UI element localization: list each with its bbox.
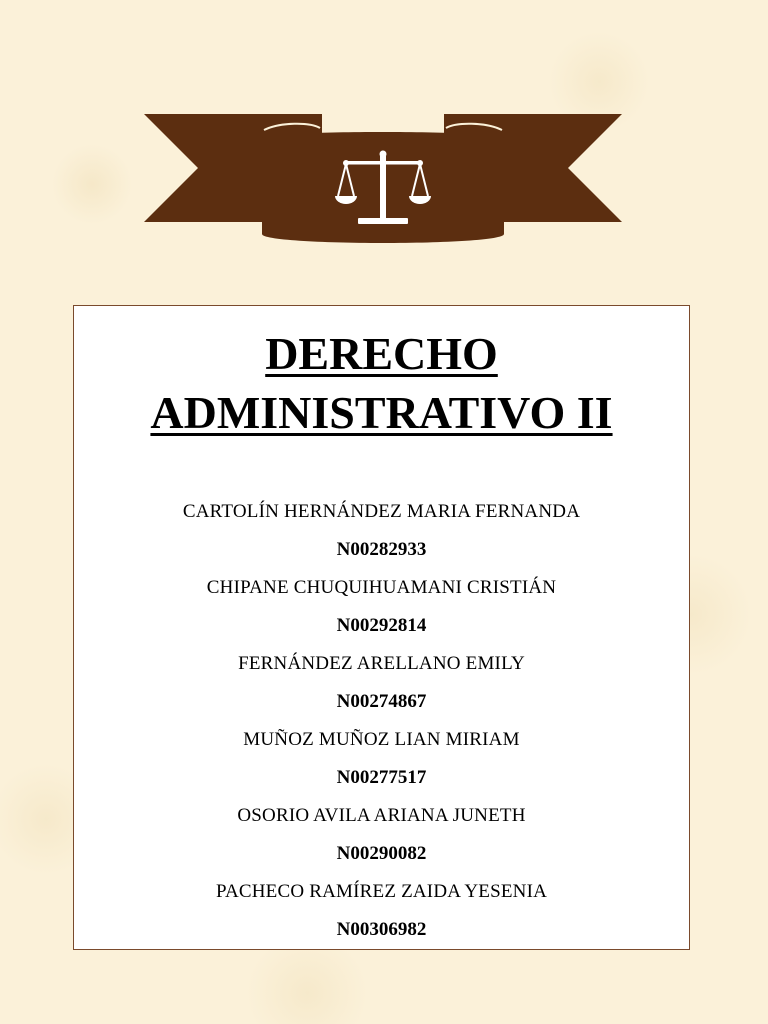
member-id: N00274867: [336, 691, 427, 712]
member-name: FERNÁNDEZ ARELLANO EMILY: [238, 653, 525, 674]
member-id: N00277517: [336, 767, 427, 788]
member-name: CHIPANE CHUQUIHUAMANI CRISTIÁN: [206, 577, 557, 598]
member-id: N00292814: [336, 615, 427, 636]
title-card: [73, 305, 690, 950]
member-name: MUÑOZ MUÑOZ LIAN MIRIAM: [243, 729, 520, 750]
member-name: OSORIO AVILA ARIANA JUNETH: [237, 805, 526, 826]
member-name: PACHECO RAMÍREZ ZAIDA YESENIA: [215, 881, 548, 902]
member-list: [74, 493, 689, 949]
member-id: N00306982: [336, 919, 427, 940]
member-id: N00282933: [336, 539, 427, 560]
header-ribbon-banner: [140, 108, 626, 250]
member-name: CARTOLÍN HERNÁNDEZ MARIA FERNANDA: [182, 501, 581, 522]
title-line-1: DERECHO: [265, 328, 498, 379]
document-title: [74, 324, 689, 442]
member-id: N00290082: [336, 843, 427, 864]
title-line-2: ADMINISTRATIVO II: [150, 387, 613, 438]
